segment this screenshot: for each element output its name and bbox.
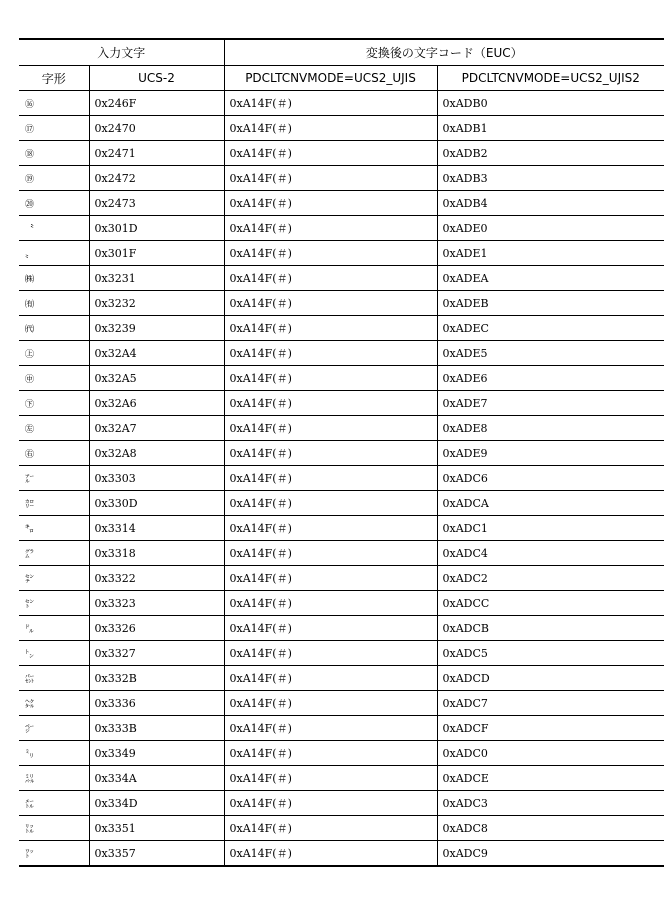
conversion-table (19, 38, 664, 867)
ujis2-cell: 0xADE0 (437, 216, 664, 241)
table-row (19, 616, 664, 641)
glyph-cell: ㊤ (19, 341, 89, 366)
ujis-cell: 0xA14F(＃) (224, 816, 437, 841)
ucs2-cell: 0x2473 (89, 191, 224, 216)
table-row (19, 241, 664, 266)
glyph-cell: ㌍ (19, 491, 89, 516)
ujis2-cell: 0xADEA (437, 266, 664, 291)
glyph-cell: ㊨ (19, 441, 89, 466)
glyph-cell: ㌢ (19, 566, 89, 591)
ujis2-cell: 0xADCF (437, 716, 664, 741)
table-row (19, 166, 664, 191)
table-row (19, 191, 664, 216)
ujis-cell: 0xA14F(＃) (224, 691, 437, 716)
ujis-cell: 0xA14F(＃) (224, 666, 437, 691)
table-row (19, 816, 664, 841)
glyph-cell: ㈲ (19, 291, 89, 316)
ujis2-cell: 0xADCE (437, 766, 664, 791)
ujis2-cell: 0xADCC (437, 591, 664, 616)
table-row (19, 791, 664, 816)
ujis2-cell: 0xADE5 (437, 341, 664, 366)
ujis-cell: 0xA14F(＃) (224, 316, 437, 341)
ucs2-cell: 0x3303 (89, 466, 224, 491)
ucs2-cell: 0x334A (89, 766, 224, 791)
ujis2-cell: 0xADCA (437, 491, 664, 516)
ujis2-cell: 0xADC4 (437, 541, 664, 566)
ujis2-cell: 0xADC2 (437, 566, 664, 591)
ucs2-cell: 0x3327 (89, 641, 224, 666)
ujis2-cell: 0xADCD (437, 666, 664, 691)
glyph-cell: ㌶ (19, 691, 89, 716)
ujis-cell: 0xA14F(＃) (224, 266, 437, 291)
table-row (19, 516, 664, 541)
table-header (19, 39, 664, 91)
ucs2-cell: 0x3336 (89, 691, 224, 716)
table-row (19, 641, 664, 666)
ujis-cell: 0xA14F(＃) (224, 566, 437, 591)
ucs2-cell: 0x3357 (89, 841, 224, 867)
header-group-row (19, 39, 664, 66)
ujis-cell: 0xA14F(＃) (224, 166, 437, 191)
ujis2-cell: 0xADB2 (437, 141, 664, 166)
glyph-cell: ㌘ (19, 541, 89, 566)
table-row (19, 116, 664, 141)
glyph-cell: ⑯ (19, 91, 89, 116)
table-row (19, 666, 664, 691)
ujis2-cell: 0xADB1 (437, 116, 664, 141)
ujis-cell: 0xA14F(＃) (224, 591, 437, 616)
ucs2-cell: 0x2472 (89, 166, 224, 191)
ujis2-cell: 0xADE6 (437, 366, 664, 391)
ucs2-cell: 0x3239 (89, 316, 224, 341)
ujis2-cell: 0xADC6 (437, 466, 664, 491)
glyph-cell: ㊦ (19, 391, 89, 416)
glyph-cell: ⑰ (19, 116, 89, 141)
table-row (19, 291, 664, 316)
glyph-cell: ㌧ (19, 641, 89, 666)
table-row (19, 391, 664, 416)
ucs2-cell: 0x32A7 (89, 416, 224, 441)
glyph-cell: ⑱ (19, 141, 89, 166)
ucs2-cell: 0x246F (89, 91, 224, 116)
glyph-cell: ㍊ (19, 766, 89, 791)
table-row (19, 741, 664, 766)
glyph-cell: ㈹ (19, 316, 89, 341)
glyph-cell: ㌣ (19, 591, 89, 616)
ujis-cell: 0xA14F(＃) (224, 366, 437, 391)
table-row (19, 466, 664, 491)
table-body (19, 91, 664, 867)
table-row (19, 491, 664, 516)
glyph-cell: ㌔ (19, 516, 89, 541)
ujis-cell: 0xA14F(＃) (224, 716, 437, 741)
glyph-cell: ㌻ (19, 716, 89, 741)
ujis2-cell: 0xADC7 (437, 691, 664, 716)
ucs2-cell: 0x3232 (89, 291, 224, 316)
ujis2-cell: 0xADCB (437, 616, 664, 641)
ujis2-cell: 0xADEC (437, 316, 664, 341)
ucs2-cell: 0x3318 (89, 541, 224, 566)
ucs2-cell: 0x333B (89, 716, 224, 741)
ujis-cell: 0xA14F(＃) (224, 516, 437, 541)
header-column-row (19, 66, 664, 91)
table-row (19, 841, 664, 867)
ujis2-cell: 0xADC8 (437, 816, 664, 841)
ujis-cell: 0xA14F(＃) (224, 341, 437, 366)
ucs2-cell: 0x3322 (89, 566, 224, 591)
ujis-cell: 0xA14F(＃) (224, 766, 437, 791)
table-row (19, 541, 664, 566)
table-row (19, 341, 664, 366)
ucs2-cell: 0x330D (89, 491, 224, 516)
ujis-cell: 0xA14F(＃) (224, 466, 437, 491)
ucs2-cell: 0x3314 (89, 516, 224, 541)
ujis2-cell: 0xADC3 (437, 791, 664, 816)
ujis-cell: 0xA14F(＃) (224, 791, 437, 816)
ujis-cell: 0xA14F(＃) (224, 391, 437, 416)
ujis-cell: 0xA14F(＃) (224, 541, 437, 566)
table-row (19, 366, 664, 391)
ujis2-cell: 0xADEB (437, 291, 664, 316)
ujis2-cell: 0xADB4 (437, 191, 664, 216)
ujis2-cell: 0xADE8 (437, 416, 664, 441)
table-row (19, 141, 664, 166)
glyph-cell: ㍍ (19, 791, 89, 816)
glyph-cell: ㌫ (19, 666, 89, 691)
ucs2-cell: 0x3351 (89, 816, 224, 841)
table-row (19, 316, 664, 341)
ujis2-cell: 0xADC9 (437, 841, 664, 867)
ujis2-cell: 0xADC5 (437, 641, 664, 666)
ucs2-cell: 0x301D (89, 216, 224, 241)
glyph-cell: ㍑ (19, 816, 89, 841)
ucs2-cell: 0x3323 (89, 591, 224, 616)
table-row (19, 441, 664, 466)
ujis-cell: 0xA14F(＃) (224, 641, 437, 666)
ujis2-cell: 0xADB3 (437, 166, 664, 191)
ujis2-cell: 0xADC0 (437, 741, 664, 766)
ucs2-cell: 0x3349 (89, 741, 224, 766)
glyph-cell: ㌃ (19, 466, 89, 491)
output-group-header: 変換後の文字コード（EUC） (224, 39, 664, 66)
ujis-cell: 0xA14F(＃) (224, 416, 437, 441)
table-row (19, 416, 664, 441)
table-row (19, 216, 664, 241)
ujis2-column-header: PDCLTCNVMODE=UCS2_UJIS2 (437, 66, 664, 91)
ucs2-cell: 0x32A8 (89, 441, 224, 466)
glyph-cell: 〝 (19, 216, 89, 241)
glyph-cell: ㌦ (19, 616, 89, 641)
ujis-cell: 0xA14F(＃) (224, 616, 437, 641)
ucs2-cell: 0x32A5 (89, 366, 224, 391)
table-row (19, 266, 664, 291)
ujis2-cell: 0xADE7 (437, 391, 664, 416)
ujis-cell: 0xA14F(＃) (224, 116, 437, 141)
glyph-cell: ㈱ (19, 266, 89, 291)
ujis-cell: 0xA14F(＃) (224, 741, 437, 766)
input-group-header: 入力文字 (19, 39, 224, 66)
glyph-cell: ⑳ (19, 191, 89, 216)
ujis-column-header: PDCLTCNVMODE=UCS2_UJIS (224, 66, 437, 91)
glyph-column-header: 字形 (19, 66, 89, 91)
glyph-cell: ㍗ (19, 841, 89, 867)
ujis-cell: 0xA14F(＃) (224, 141, 437, 166)
ucs2-cell: 0x301F (89, 241, 224, 266)
glyph-cell: ㊧ (19, 416, 89, 441)
ucs2-cell: 0x332B (89, 666, 224, 691)
table-row (19, 566, 664, 591)
glyph-cell: ㊥ (19, 366, 89, 391)
table-row (19, 691, 664, 716)
ujis-cell: 0xA14F(＃) (224, 491, 437, 516)
ujis2-cell: 0xADB0 (437, 91, 664, 116)
ucs2-cell: 0x3326 (89, 616, 224, 641)
ucs2-cell: 0x3231 (89, 266, 224, 291)
ucs2-cell: 0x32A6 (89, 391, 224, 416)
ujis2-cell: 0xADE1 (437, 241, 664, 266)
ujis2-cell: 0xADC1 (437, 516, 664, 541)
ujis-cell: 0xA14F(＃) (224, 241, 437, 266)
ucs2-column-header: UCS-2 (89, 66, 224, 91)
glyph-cell: ⑲ (19, 166, 89, 191)
table-row (19, 91, 664, 116)
ujis2-cell: 0xADE9 (437, 441, 664, 466)
ujis-cell: 0xA14F(＃) (224, 216, 437, 241)
ujis-cell: 0xA14F(＃) (224, 91, 437, 116)
ucs2-cell: 0x2470 (89, 116, 224, 141)
ujis-cell: 0xA14F(＃) (224, 841, 437, 867)
table-row (19, 766, 664, 791)
ujis-cell: 0xA14F(＃) (224, 441, 437, 466)
glyph-cell: ㍉ (19, 741, 89, 766)
ucs2-cell: 0x2471 (89, 141, 224, 166)
ucs2-cell: 0x32A4 (89, 341, 224, 366)
table-row (19, 591, 664, 616)
ucs2-cell: 0x334D (89, 791, 224, 816)
glyph-cell: 〟 (19, 241, 89, 266)
ujis-cell: 0xA14F(＃) (224, 191, 437, 216)
table-row (19, 716, 664, 741)
ujis-cell: 0xA14F(＃) (224, 291, 437, 316)
